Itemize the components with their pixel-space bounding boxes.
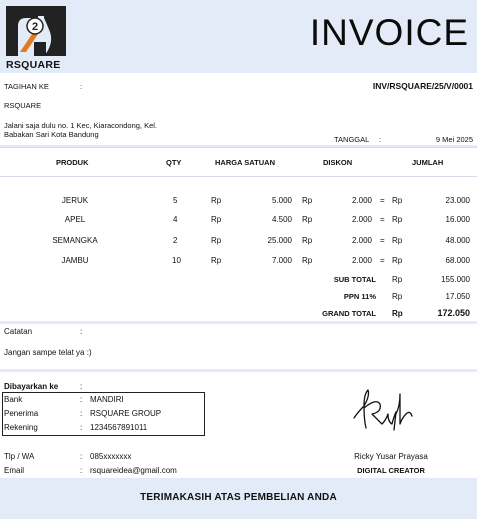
row-qty: 4	[173, 215, 178, 224]
row-price-currency: Rp	[211, 256, 222, 265]
row-product: JERUK	[61, 196, 89, 205]
bank-value: MANDIRI	[90, 395, 124, 404]
row-price-currency: Rp	[211, 215, 222, 224]
signature-image	[348, 384, 418, 436]
table-row	[0, 215, 477, 235]
col-header-product: PRODUK	[56, 158, 89, 167]
row-discount-currency: Rp	[302, 236, 313, 245]
grand-total-label: GRAND TOTAL	[322, 309, 376, 318]
notes-colon: :	[80, 327, 83, 336]
row-total-currency: Rp	[392, 196, 403, 205]
col-header-discount: DISKON	[323, 158, 353, 167]
ppn-value: 17.050	[445, 292, 470, 301]
ppn-label: PPN 11%	[343, 292, 376, 301]
account-colon: :	[80, 423, 83, 432]
table-row	[0, 196, 477, 216]
row-discount: 2.000	[351, 256, 372, 265]
row-total: 16.000	[445, 215, 470, 224]
bill-to-name: RSQUARE	[4, 101, 42, 110]
col-header-price: HARGA SATUAN	[215, 158, 275, 167]
row-product: APEL	[64, 215, 86, 224]
row-discount-currency: Rp	[302, 196, 313, 205]
grand-total-currency: Rp	[392, 309, 403, 318]
bill-to-colon: :	[80, 82, 83, 91]
bank-colon: :	[80, 395, 83, 404]
svg-text:2: 2	[31, 21, 39, 33]
signer-name: Ricky Yusar Prayasa	[354, 452, 428, 461]
notes-label: Catatan	[4, 327, 33, 336]
thank-you-message: TERIMAKASIH ATAS PEMBELIAN ANDA	[140, 492, 337, 503]
receiver-colon: :	[80, 409, 83, 418]
payment-label: Dibayarkan ke	[4, 382, 59, 391]
receiver-label: Penerima	[4, 409, 39, 418]
invoice-title: INVOICE	[309, 12, 469, 53]
row-price-currency: Rp	[211, 236, 222, 245]
account-value: 1234567891011	[90, 423, 148, 432]
receiver-value: RSQUARE GROUP	[90, 409, 162, 418]
row-price: 4.500	[271, 215, 292, 224]
col-header-qty: QTY	[166, 158, 182, 167]
subtotal-label: SUB TOTAL	[333, 275, 376, 284]
row-total-currency: Rp	[392, 215, 403, 224]
bill-to-address-2: Babakan Sari Kota Bandung	[4, 130, 99, 139]
row-qty: 5	[173, 196, 178, 205]
bill-to-label: TAGIHAN KE	[4, 82, 49, 91]
row-equals: =	[380, 215, 385, 224]
row-discount: 2.000	[351, 236, 372, 245]
date-value: 9 Mei 2025	[435, 135, 473, 144]
row-total-currency: Rp	[392, 256, 403, 265]
table-row	[0, 256, 477, 276]
email-value: rsquareidea@gmail.com	[90, 466, 177, 475]
date-label: TANGGAL	[334, 135, 370, 144]
divider	[0, 321, 477, 324]
payment-colon: :	[80, 382, 83, 391]
row-product: JAMBU	[61, 256, 89, 265]
row-equals: =	[380, 236, 385, 245]
rsquare-logo	[4, 4, 68, 58]
row-qty: 2	[173, 236, 178, 245]
phone-colon: :	[80, 452, 83, 461]
subtotal-value: 155.000	[441, 275, 470, 284]
company-logo-text: RSQUARE	[6, 59, 61, 71]
grand-total-value: 172.050	[437, 308, 470, 318]
notes-text: Jangan sampe telat ya :)	[4, 348, 92, 357]
row-equals: =	[380, 196, 385, 205]
row-price: 25.000	[267, 236, 292, 245]
ppn-currency: Rp	[392, 292, 403, 301]
row-qty: 10	[172, 256, 181, 265]
account-label: Rekening	[4, 423, 38, 432]
email-colon: :	[80, 466, 83, 475]
invoice-number: INV/RSQUARE/25/V/0001	[372, 81, 473, 91]
table-row	[0, 236, 477, 256]
phone-value: 085xxxxxxx	[90, 452, 132, 461]
row-discount-currency: Rp	[302, 256, 313, 265]
subtotal-currency: Rp	[392, 275, 403, 284]
phone-label: Tlp / WA	[4, 452, 35, 461]
row-discount: 2.000	[351, 196, 372, 205]
divider	[0, 369, 477, 372]
row-discount-currency: Rp	[302, 215, 313, 224]
col-header-total: JUMLAH	[412, 158, 444, 167]
row-total: 23.000	[445, 196, 470, 205]
bank-label: Bank	[4, 395, 23, 404]
email-label: Email	[4, 466, 25, 475]
row-total-currency: Rp	[392, 236, 403, 245]
row-equals: =	[380, 256, 385, 265]
bill-to-address-1: Jalani saja dulu no. 1 Kec, Kiaracondong, Kel.	[4, 121, 158, 130]
date-colon: :	[379, 135, 382, 144]
row-product: SEMANGKA	[52, 236, 98, 245]
row-discount: 2.000	[351, 215, 372, 224]
row-total: 48.000	[445, 236, 470, 245]
row-price-currency: Rp	[211, 196, 222, 205]
row-price: 7.000	[271, 256, 292, 265]
row-price: 5.000	[271, 196, 292, 205]
row-total: 68.000	[445, 256, 470, 265]
signer-role: DIGITAL CREATOR	[357, 466, 425, 475]
